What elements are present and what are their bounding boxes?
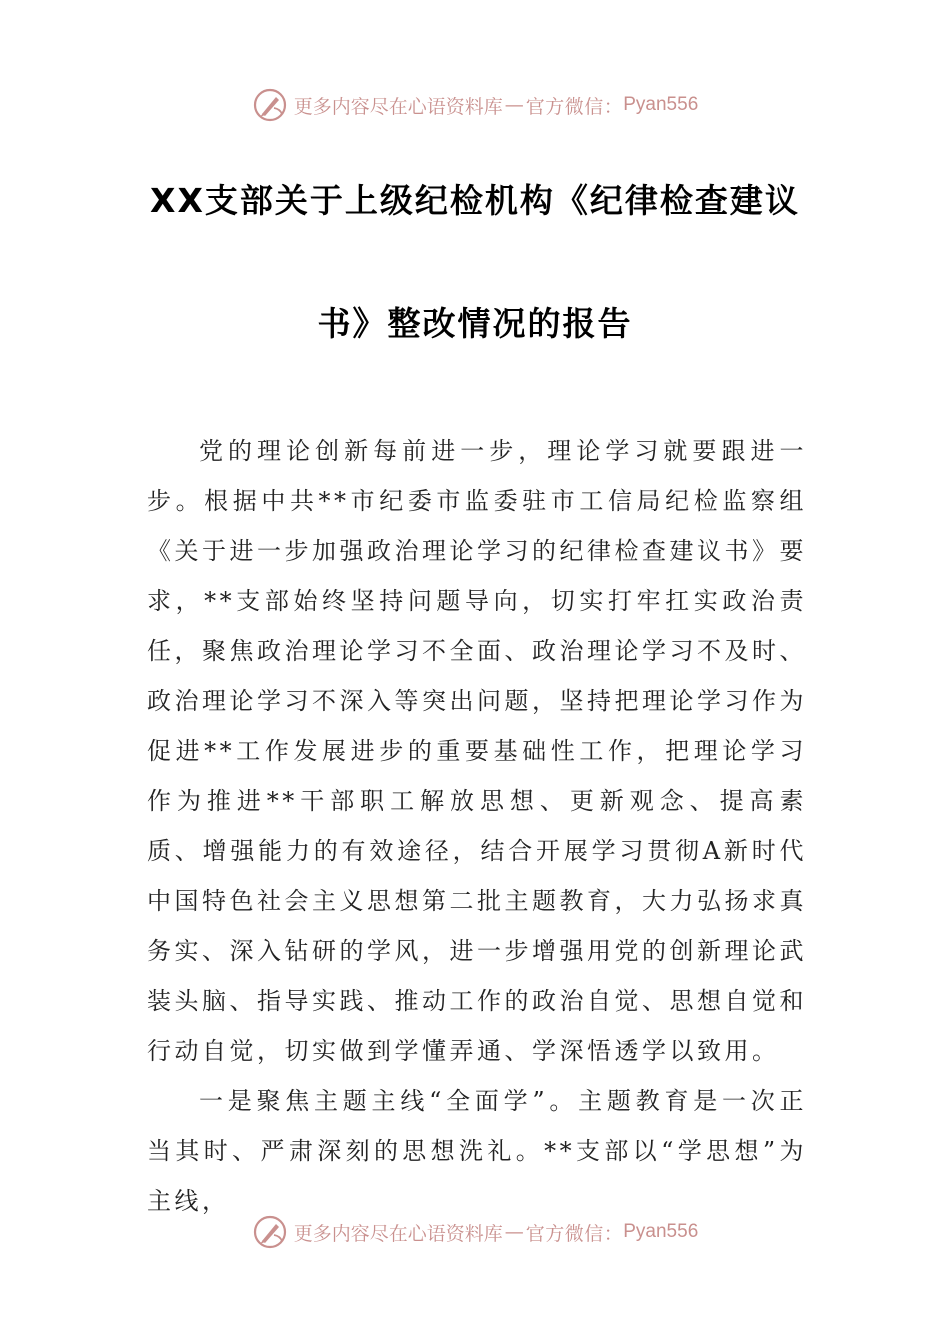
watermark-text: 更多内容尽在心语资料库 <box>293 95 503 118</box>
document-title-line-1: XX支部关于上级纪检机构《纪律检查建议 <box>150 181 800 220</box>
watermark-dash: — <box>504 94 524 116</box>
body-paragraph-2: 一是聚焦主题主线“全面学”。主题教育是一次正当其时、严肃深刻的思想洗礼。**支部以“学思想”为主线， <box>147 1087 807 1215</box>
document-body <box>147 426 807 1226</box>
watermark-text: 更多内容尽在心语资料库 <box>293 1222 503 1245</box>
pen-circle-icon <box>252 87 288 123</box>
watermark-wechat-id: Pyan556 <box>623 94 699 115</box>
watermark-dash: — <box>504 1221 524 1243</box>
watermark-wechat-label: 官方微信： <box>525 95 624 118</box>
footer-watermark <box>0 1212 950 1252</box>
watermark-wechat-label: 官方微信： <box>525 1222 624 1245</box>
header-watermark <box>0 85 950 125</box>
watermark-wechat-id: Pyan556 <box>623 1221 699 1242</box>
pen-circle-icon <box>252 1214 288 1250</box>
body-paragraph-1: 党的理论创新每前进一步，理论学习就要跟进一步。根据中共**市纪委市监委驻市工信局纪检监察组《关于进一步加强政治理论学习的纪律检查建议书》要求，**支部始终坚持问题导向，切实打牢扛实政治责任，聚焦政治理论学习不全面、政治理论学习不及时、政治理论学习不深入等突出问题，坚持把理论学习作为促进**工作发展进步的重要基础性工作，把理论学习作为推进**干部职工解放思想、更新观念、提高素质、增强能力的有效途径，结合开展学习贯彻A新时代中国特色社会主义思想第二批主题教育，大力弘扬求真务实、深入钻研的学风，进一步增强用党的创新理论武装头脑、指导实践、推动工作的政治自觉、思想自觉和行动自觉，切实做到学懂弄通、学深悟透学以致用。 <box>147 437 807 1065</box>
document-title-line-2: 书》整改情况的报告 <box>317 304 633 343</box>
